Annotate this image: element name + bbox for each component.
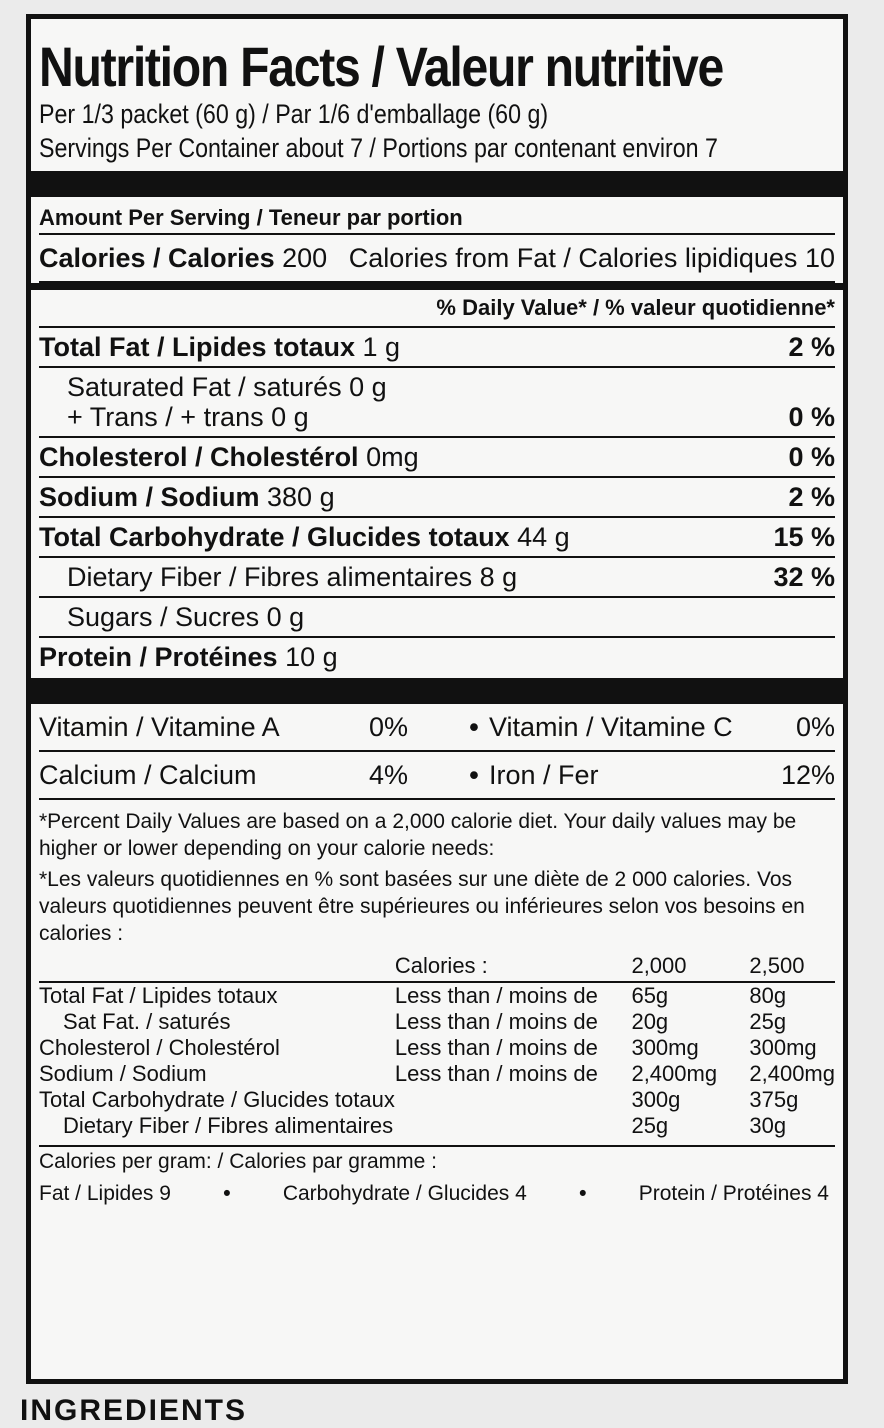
protein-label: Protein / Protéines	[39, 642, 278, 672]
medium-divider	[31, 283, 843, 290]
total-carb-row	[39, 518, 835, 558]
total-fat-row	[39, 328, 835, 368]
sodium-label: Sodium / Sodium	[39, 482, 260, 512]
sugars-label: Sugars / Sucres 0 g	[67, 602, 305, 632]
sodium-dv: 2 %	[788, 482, 835, 512]
reference-table	[39, 951, 835, 1139]
trans-fat-dv: 0 %	[788, 402, 835, 432]
sugars-row	[39, 598, 835, 638]
iron-label: Iron / Fer	[489, 760, 599, 790]
calories-per-gram-row	[39, 1177, 835, 1211]
dietary-fiber-row	[39, 558, 835, 598]
reference-row: Dietary Fiber / Fibres alimentaires 25g 30g	[63, 1113, 787, 1138]
reference-col-2500: 2,500	[749, 951, 835, 982]
daily-value-header: % Daily Value* / % valeur quotidienne*	[39, 290, 835, 328]
vitamin-row-1	[39, 704, 835, 752]
protein-amount: 10 g	[285, 642, 338, 672]
servings-per-container: Servings Per Container about 7 / Portions par contenant environ 7	[39, 133, 718, 163]
vitamin-c-pct: 0%	[795, 712, 835, 742]
vitamin-row-2	[39, 752, 835, 800]
total-carb-amount: 44 g	[517, 522, 570, 552]
footnote-french: *Les valeurs quotidiennes en % sont basées sur une diète de 2 000 calories. Vos valeurs quotidiennes peuvent être supérieures ou inférieures selon vos besoins en calories :	[39, 868, 805, 945]
sodium-amount: 380 g	[267, 482, 335, 512]
bullet-icon: •	[223, 1182, 231, 1205]
calories-row	[39, 235, 835, 283]
dietary-fiber-dv: 32 %	[773, 562, 835, 592]
total-fat-label: Total Fat / Lipides totaux	[39, 332, 356, 362]
total-carb-dv: 15 %	[773, 522, 835, 552]
calcium-label: Calcium / Calcium	[39, 760, 257, 790]
amount-per-serving: Amount Per Serving / Teneur par portion	[39, 197, 835, 235]
calcium-pct: 4%	[369, 760, 409, 790]
iron-pct: 12%	[780, 760, 835, 790]
reference-header	[39, 951, 835, 982]
cholesterol-label: Cholesterol / Cholestérol	[39, 442, 359, 472]
calories-value: 200	[282, 243, 328, 273]
cholesterol-amount: 0mg	[366, 442, 419, 472]
cholesterol-row	[39, 438, 835, 478]
saturated-fat-label: Saturated Fat / saturés 0 g	[67, 372, 387, 402]
calories-per-gram-label: Calories per gram: / Calories par gramme :	[39, 1145, 835, 1177]
reference-calories-label: Calories :	[395, 951, 632, 982]
ingredients-heading: INGREDIENTS	[20, 1394, 248, 1427]
reference-col-2000: 2,000	[631, 951, 749, 982]
sat-trans-row	[39, 368, 835, 438]
footnote-english: *Percent Daily Values are based on a 2,000 calorie diet. Your daily values may be higher or lower depending on your calorie needs:	[39, 810, 797, 860]
sodium-row	[39, 478, 835, 518]
cpg-protein: Protein / Protéines 4	[638, 1182, 829, 1205]
reference-row: Sat Fat. / saturés Less than / moins de 20g 25g	[63, 1009, 787, 1034]
reference-row: Cholesterol / Cholestérol Less than / moins de 300mg 300mg	[39, 1035, 817, 1060]
nutrition-facts-label	[26, 14, 848, 1384]
cpg-fat: Fat / Lipides 9	[39, 1182, 171, 1205]
cholesterol-dv: 0 %	[788, 442, 835, 472]
total-fat-amount: 1 g	[362, 332, 401, 362]
bullet-icon: •	[469, 712, 479, 742]
calories-label: Calories / Calories	[39, 243, 275, 273]
reference-row: Total Carbohydrate / Glucides totaux 300g 375g	[39, 1087, 799, 1112]
trans-fat-label: + Trans / + trans 0 g	[67, 402, 309, 432]
calories-from-fat-label: Calories from Fat / Calories lipidiques	[348, 243, 798, 273]
serving-size: Per 1/3 packet (60 g) / Par 1/6 d'emballage (60 g)	[39, 99, 549, 129]
total-fat-dv: 2 %	[788, 332, 835, 362]
vitamin-c-label: Vitamin / Vitamine C	[489, 712, 733, 742]
bullet-icon: •	[469, 760, 479, 790]
vitamin-a-pct: 0%	[369, 712, 409, 742]
bullet-icon: •	[579, 1182, 587, 1205]
protein-row	[39, 638, 835, 676]
total-carb-label: Total Carbohydrate / Glucides totaux	[39, 522, 510, 552]
calories-from-fat-value: 10	[804, 243, 835, 273]
dietary-fiber-label: Dietary Fiber / Fibres alimentaires 8 g	[67, 562, 518, 592]
vitamin-a-label: Vitamin / Vitamine A	[39, 712, 280, 742]
reference-row: Sodium / Sodium Less than / moins de 2,400mg 2,400mg	[39, 1061, 835, 1086]
reference-row: Total Fat / Lipides totaux Less than / moins de 65g 80g	[39, 983, 787, 1008]
cpg-carb: Carbohydrate / Glucides 4	[282, 1182, 527, 1205]
thick-divider-2	[31, 678, 843, 704]
label-title: Nutrition Facts / Valeur nutritive	[39, 35, 724, 98]
thick-divider	[31, 171, 843, 197]
